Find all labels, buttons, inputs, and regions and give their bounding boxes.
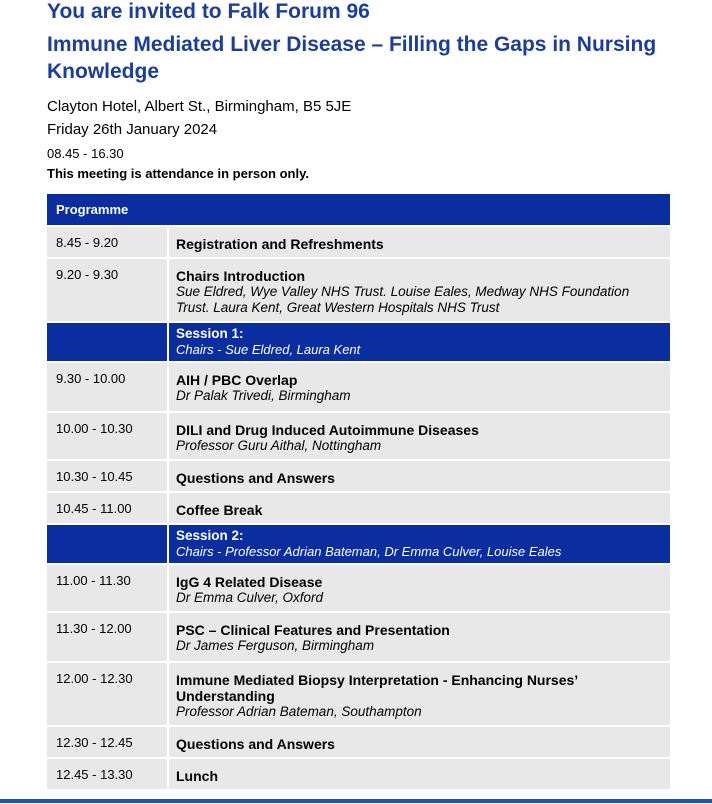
row-details xyxy=(167,259,670,321)
row-speaker: Professor Adrian Bateman, Southampton xyxy=(176,704,422,719)
session-title: Session 2: xyxy=(176,528,244,543)
session-row xyxy=(47,323,670,361)
row-time: 10.30 - 10.45 xyxy=(47,461,167,491)
row-speaker: Sue Eldred, Wye Valley NHS Trust. Louise Eales, Medway NHS Foundation Trust. Laura Kent, Great Western Hospitals NHS Trust xyxy=(176,284,630,315)
programme-row xyxy=(47,727,670,757)
row-details xyxy=(167,461,670,491)
row-title: PSC – Clinical Features and Presentation xyxy=(176,622,450,638)
row-details xyxy=(167,565,670,611)
row-details xyxy=(167,727,670,757)
row-time: 11.00 - 11.30 xyxy=(47,565,167,611)
venue-text: Clayton Hotel, Albert St., Birmingham, B5 5JE xyxy=(47,98,352,115)
programme-row xyxy=(47,613,670,661)
row-title: Questions and Answers xyxy=(176,736,335,752)
row-details xyxy=(167,613,670,661)
row-details xyxy=(167,663,670,725)
row-details xyxy=(167,363,670,411)
row-time: 12.00 - 12.30 xyxy=(47,663,167,725)
row-title: IgG 4 Related Disease xyxy=(176,574,323,590)
date-text: Friday 26th January 2024 xyxy=(47,121,218,138)
row-details xyxy=(167,525,670,563)
row-title: DILI and Drug Induced Autoimmune Diseases xyxy=(176,422,479,438)
programme-row xyxy=(47,413,670,459)
session-chairs: Chairs - Professor Adrian Bateman, Dr Emma Culver, Louise Eales xyxy=(176,544,562,559)
row-details xyxy=(167,759,670,789)
programme-row xyxy=(47,259,670,321)
row-time: 10.00 - 10.30 xyxy=(47,413,167,459)
row-time: 10.45 - 11.00 xyxy=(47,493,167,523)
row-title: Coffee Break xyxy=(176,502,263,518)
programme-row xyxy=(47,565,670,611)
time-text: 08.45 - 16.30 xyxy=(47,146,124,161)
row-speaker: Dr Palak Trivedi, Birmingham xyxy=(176,388,351,403)
programme-heading: Programme xyxy=(47,194,670,225)
row-time: 12.30 - 12.45 xyxy=(47,727,167,757)
row-title: Registration and Refreshments xyxy=(176,236,384,252)
programme-row xyxy=(47,227,670,257)
row-time xyxy=(47,323,167,361)
row-title: Questions and Answers xyxy=(176,470,335,486)
attendance-note: This meeting is attendance in person only. xyxy=(47,166,309,181)
row-title: AIH / PBC Overlap xyxy=(176,372,298,388)
session-row xyxy=(47,525,670,563)
programme-row xyxy=(47,663,670,725)
session-title: Session 1: xyxy=(176,326,244,341)
row-time: 8.45 - 9.20 xyxy=(47,227,167,257)
row-time: 11.30 - 12.00 xyxy=(47,613,167,661)
row-details xyxy=(167,227,670,257)
programme-table xyxy=(47,192,670,791)
programme-row xyxy=(47,759,670,789)
row-time: 9.20 - 9.30 xyxy=(47,259,167,321)
row-time: 9.30 - 10.00 xyxy=(47,363,167,411)
row-speaker: Dr Emma Culver, Oxford xyxy=(176,590,324,605)
event-subtitle: Immune Mediated Liver Disease – Filling the Gaps in Nursing Knowledge xyxy=(47,33,657,83)
row-speaker: Professor Guru Aithal, Nottingham xyxy=(176,438,382,453)
programme-row xyxy=(47,461,670,491)
programme-row xyxy=(47,363,670,411)
row-title: Immune Mediated Biopsy Interpretation - Enhancing Nurses’ Understanding xyxy=(176,672,578,704)
row-speaker: Dr James Ferguson, Birmingham xyxy=(176,638,375,653)
programme-row xyxy=(47,493,670,523)
row-title: Chairs Introduction xyxy=(176,268,306,284)
programme-header-row xyxy=(47,194,670,225)
row-details xyxy=(167,413,670,459)
invitation-title: You are invited to Falk Forum 96 xyxy=(47,0,370,23)
footer-divider xyxy=(0,799,712,803)
session-chairs: Chairs - Sue Eldred, Laura Kent xyxy=(176,342,361,357)
row-time xyxy=(47,525,167,563)
row-details xyxy=(167,493,670,523)
row-time: 12.45 - 13.30 xyxy=(47,759,167,789)
row-details xyxy=(167,323,670,361)
row-title: Lunch xyxy=(176,768,218,784)
